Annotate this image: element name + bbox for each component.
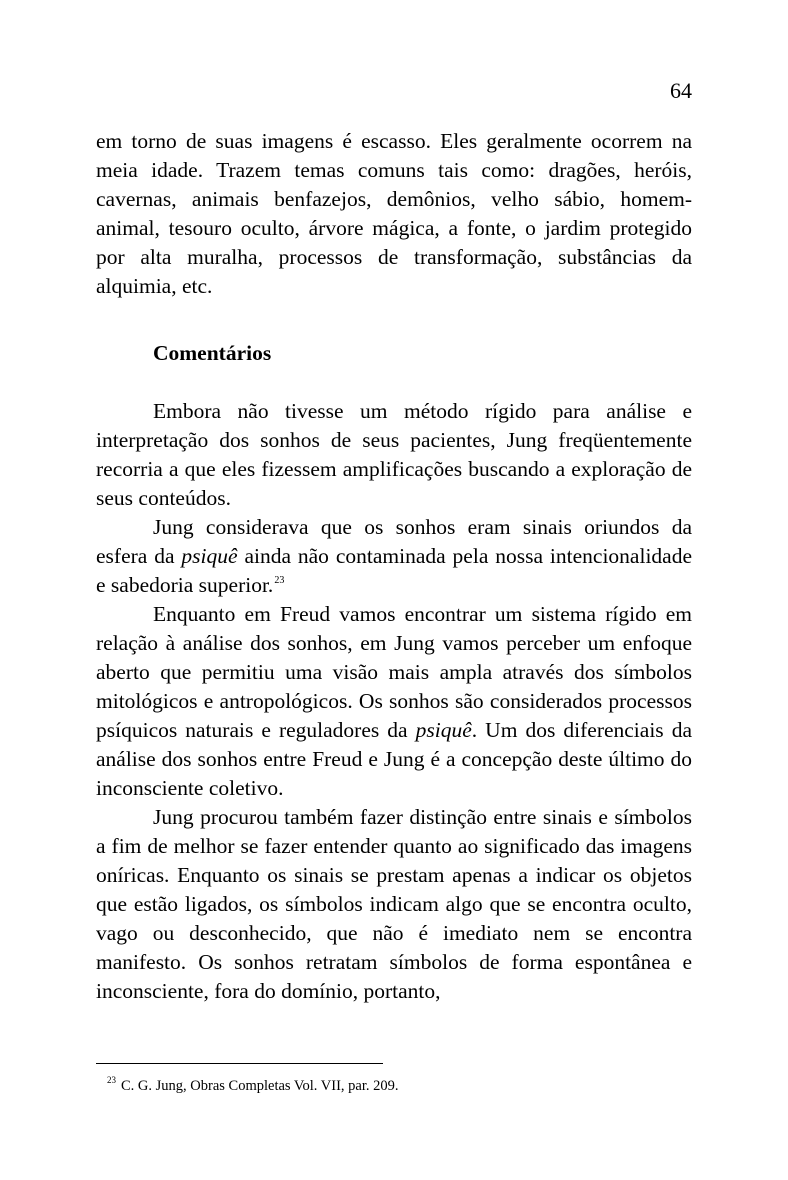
page-number: 64 <box>670 78 692 103</box>
paragraph-3-text-b: . Um dos diferenciais da análise dos sonhos entre Freud e Jung é a concepção deste último do inconsciente coletivo. <box>96 718 693 800</box>
paragraph-3-italic: psiquê <box>415 718 472 742</box>
footnote-number: 23 <box>107 1075 116 1085</box>
body-text-top <box>96 127 692 301</box>
paragraph-1: Embora não tivesse um método rígido para análise e interpretação dos sonhos de seus pacientes, Jung freqüentemente recorria a que eles fizessem amplificações buscando a exploração de seus conteúdos. <box>96 399 692 510</box>
paragraph-2-text-a: Jung considerava que os sonhos eram sinais oriundos da esfera da <box>96 515 692 568</box>
intro-paragraph: em torno de suas imagens é escasso. Eles geralmente ocorrem na meia idade. Trazem temas comuns tais como: dragões, heróis, cavernas, animais benfazejos, demônios, velho sábio, homem-animal, tesouro oculto, árvore mágica, a fonte, o jardim protegido por alta muralha, processos de transformação, substâncias da alquimia, etc. <box>96 129 692 298</box>
section-heading: Comentários <box>153 341 272 365</box>
paragraph-3 <box>96 600 692 803</box>
paragraph-2-italic: psiquê <box>181 544 238 568</box>
paragraph-2-text-b: ainda não contaminada pela nossa intencionalidade e sabedoria superior. <box>96 544 693 597</box>
footnote-reference[interactable]: 23 <box>274 575 285 586</box>
paragraph-3-text-a: Enquanto em Freud vamos encontrar um sistema rígido em relação à análise dos sonhos, em Jung vamos perceber um enfoque aberto que permitiu uma visão mais ampla através dos símbolos mitológicos e antropológicos. Os sonhos são considerados processos psíquicos naturais e reguladores da <box>96 602 692 742</box>
paragraph-4: Jung procurou também fazer distinção entre sinais e símbolos a fim de melhor se fazer entender quanto ao significado das imagens oníricas. Enquanto os sinais se prestam apenas a indicar os objetos que estão ligados, os símbolos indicam algo que se encontra oculto, vago ou desconhecido, que não é imediato nem se encontra manifesto. Os sonhos retratam símbolos de forma espontânea e inconsciente, fora do domínio, portanto, <box>96 805 692 1003</box>
paragraph-2 <box>96 513 692 600</box>
footnote-text: C. G. Jung, Obras Completas Vol. VII, par. 209. <box>121 1078 399 1094</box>
body-text-main <box>96 397 692 1006</box>
footnote-divider <box>96 1063 383 1064</box>
footnote <box>107 1076 399 1096</box>
